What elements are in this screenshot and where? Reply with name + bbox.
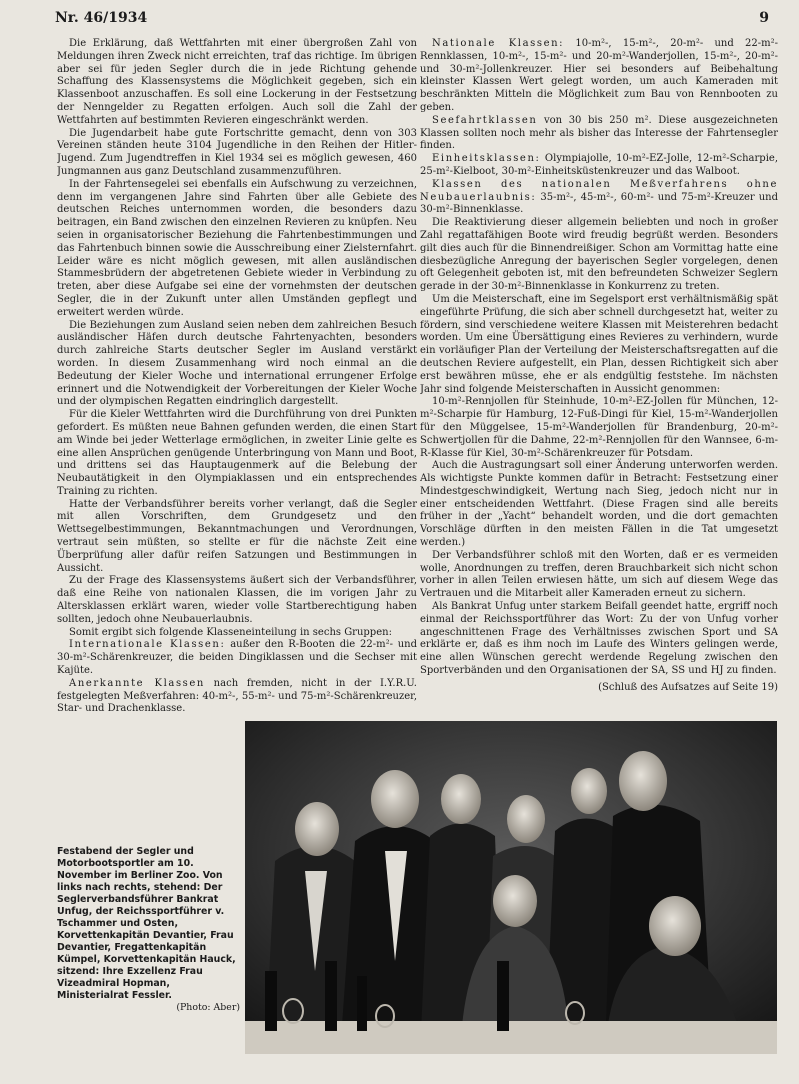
class-group bbox=[420, 153, 778, 179]
class-group bbox=[420, 38, 778, 115]
paragraph: Zu der Frage des Klassensystems äußert sich der Verbandsführer, daß eine Reihe von nationalen Klassen, die im vorigen Jahr zu Altersklassen erklärt waren, wieder volle Startberechtigung haben sollten, jedoch ohne Neubauerlaubnis. bbox=[57, 575, 417, 625]
class-group-label: Klassen des nationalen Meßverfahrens ohne Neubauerlaubnis: bbox=[420, 178, 778, 203]
photo-illustration bbox=[245, 721, 777, 1054]
right-column bbox=[420, 38, 778, 718]
paragraph: Als Bankrat Unfug unter starkem Beifall geendet hatte, ergriff noch einmal der Reichssportführer das Wort: Zu der von Unfug vorher angeschnittenen Frage des Verhältnisses zwischen Sport und SA erklärte er, daß es ihm noch im Laufe des Winters gelingen werde, eine allen Wünschen gerecht werdende Regelung zwischen den Sportverbänden und den Organisationen der SA, SS und HJ zu finden. bbox=[420, 601, 778, 677]
paragraph: In der Fahrtensegelei sei ebenfalls ein Aufschwung zu verzeichnen, denn im vergangenen Jahre sind Fahrten über alle Gebiete des deutschen Reiches unternommen worden, die besonders dazu beitragen, ein Band zwischen den einzelnen Revieren zu knüpfen. Neu seien in organisatorischer Beziehung die Fahrtenbestimmungen und das Fahrtenbuch binnen sowie die Ausschreibung einer Zielsternfahrt. Leider wäre es nicht möglich gewesen, mit allen ausländischen Stammesbrüdern der abgetretenen Gebiete wieder in Verbindung zu treten, aber diese Aufgabe sei eine der vornehmsten der deutschen Segler, die in der Zukunft unter allen Umständen gepflegt und erweitert werden würde. bbox=[57, 178, 417, 318]
paragraph: Für die Kieler Wettfahrten wird die Durchführung von drei Punkten gefordert. Es müßten neue Bahnen gefunden werden, die einen Start am Winde bei jeder Wetterlage ermöglichen, in zweiter Linie gelte es eine allen Ansprüchen genügende Unterbringung von Mann und Boot, und drittens sei das Hauptaugenmerk auf die Belebung der Neubautätigkeit in den Olympiaklassen und ein entsprechendes Training zu richten. bbox=[57, 409, 417, 497]
photo-caption bbox=[57, 846, 240, 1036]
paragraph: Auch die Austragungsart soll einer Änderung unterworfen werden. Als wichtigste Punkte kommen dafür in Betracht: Festsetzung einer Mindestgeschwindigkeit, Wertung nach Sieg, jedoch nicht nur in einer entscheidenden Wettfahrt. (Diese Fragen sind alle bereits früher in der „Yacht“ behandelt worden, und die dort gemachten Vorschläge dürften in den meisten Fällen in die Tat umgesetzt werden.) bbox=[420, 460, 778, 549]
class-group bbox=[420, 115, 778, 153]
paragraph: Um die Meisterschaft, eine im Segelsport erst verhältnismäßig spät eingeführte Prüfung, die sich aber schnell durchgesetzt hat, weiter zu fördern, sind verschiedene weitere Klassen mit Meisterehren bedacht worden. Um eine Übersättigung eines Revieres zu verhindern, wurde ein vorläufiger Plan der Verteilung der Meisterschaftsregatten auf die deutschen Reviere aufgestellt, ein Plan, dessen Richtigkeit sich aber erst bewähren müsse, ehe er als endgültig feststehe. Im nächsten Jahr sind folgende Meisterschaften in Aussicht genommen: bbox=[420, 293, 778, 395]
class-group-text: 35-m²-, 45-m²-, 60-m²- und 75-m²-Kreuzer und 30-m²-Binnenklasse. bbox=[420, 191, 778, 216]
paragraph: Der Verbandsführer schloß mit den Worten, daß er es vermeiden wolle, Anordnungen zu treffen, deren Brauchbarkeit sich nicht schon vorher in allen Teilen erwiesen hätte, um sich auf diesem Wege das Vertrauen und die Mitarbeit aller Kameraden erneut zu sichern. bbox=[420, 549, 778, 600]
paragraph: Die Beziehungen zum Ausland seien neben dem zahlreichen Besuch ausländischer Häfen durch deutsche Fahrtenyachten, besonders durch zahlreiche Starts deutscher Segler im Ausland verstärkt worden. In diesem Zusammenhang wird noch einmal an die Bedeutung der Kieler Woche und international errungener Erfolge erinnert und die Notwendigkeit der Vorbereitungen der Kieler Woche und der olympischen Regatten eindringlich dargestellt. bbox=[57, 319, 417, 408]
class-group bbox=[420, 179, 778, 217]
page-header bbox=[55, 8, 769, 30]
class-group bbox=[57, 639, 417, 677]
caption-text: Festabend der Segler und Motorbootsportler am 10. November im Berliner Zoo. Von links nach rechts, stehend: Der Seglerverbandsführer Bankrat Unfug, der Reichssportführer v. Tschammer und Osten, Korvettenkapitän Devantier, Frau Devantier, Fregattenkapitän Kümpel, Korvettenkapitän Hauck, sitzend: Ihre Exzellenz Frau Vizeadmiral Hopman, Ministerialrat Fessler. bbox=[57, 846, 236, 1001]
class-group-label: Internationale Klassen: bbox=[69, 639, 226, 651]
paragraph: Die Jugendarbeit habe gute Fortschritte gemacht, denn von 303 Vereinen ständen heute 3104 Jugendliche in den Reihen der Hitler-Jugend. Zum Jugendtreffen in Kiel 1934 sei es möglich gewesen, 460 Jungmannen aus ganz Deutschland zusammenzuführen. bbox=[57, 127, 417, 177]
continued-note: (Schluß des Aufsatzes auf Seite 19) bbox=[598, 681, 778, 693]
photo-credit: (Photo: Aber) bbox=[176, 1002, 240, 1013]
class-group-text: 10-m²-, 15-m²-, 20-m²- und 22-m²-Rennklassen, 10-m²-, 15-m²- und 20-m²-Wanderjollen, 15-m²-, 20-m²- und 30-m²-Jollenkreuzer. Hier sei besonders auf Beibehaltung kleinster Klassen Wert gelegt worden, um auch Kameraden mit beschränkten Mitteln die Möglichkeit zum Bau von Rennbooten zu geben. bbox=[420, 38, 778, 113]
class-group-text: außer den R-Booten die 22-m²- und 30-m²-Schärenkreuzer, die beiden Dingiklassen und die Sechser mit Kajüte. bbox=[57, 639, 417, 677]
event-photograph bbox=[245, 721, 777, 1054]
class-group-text: Olympiajolle, 10-m²-EZ-Jolle, 12-m²-Scharpie, 25-m²-Kielboot, 30-m²-Einheitsküstenkreuzer und das Walboot. bbox=[420, 153, 778, 177]
class-group-label: Anerkannte Klassen bbox=[69, 677, 205, 689]
paragraph: Hatte der Verbandsführer bereits vorher verlangt, daß die Segler mit allen Vorschriften, dem Grundgesetz und den Wettsegelbestimmungen, Bekanntmachungen und Verordnungen, vertraut sein müßten, so stellte er für die nächste Zeit eine Überprüfung aller dafür reifen Satzungen und Bestimmungen in Aussicht. bbox=[57, 498, 417, 574]
class-group-text: von 30 bis 250 m². Diese ausgezeichneten Klassen sollten noch mehr als bisher das Interesse der Fahrtensegler finden. bbox=[420, 114, 778, 152]
class-group-label: Nationale Klassen: bbox=[432, 38, 565, 49]
class-group-label: Seefahrtklassen bbox=[432, 114, 538, 126]
paragraph: 10-m²-Rennjollen für Steinhude, 10-m²-EZ-Jollen für München, 12-m²-Scharpie für Hamburg, 12-Fuß-Dingi für Kiel, 15-m²-Wanderjollen für den Müggelsee, 15-m²-Wanderjollen für Brandenburg, 20-m²-Schwertjollen für die Dahme, 22-m²-Rennjollen für den Wannsee, 6-m-R-Klasse für Kiel, 30-m²-Schärenkreuzer für Potsdam. bbox=[420, 396, 778, 459]
paragraph: Die Erklärung, daß Wettfahrten mit einer übergroßen Zahl von Meldungen ihren Zweck nicht erreichten, traf das richtige. Im übrigen aber sei für jeden Segler durch die in jede Richtung gehende Schaffung des Klassensystems die Möglichkeit gegeben, sich ein Klassenboot anzuschaffen. Es soll eine Lockerung in der Festsetzung der Nenngelder zu Regatten erfolgen. Auch soll die Zahl der Wettfahrten auf bestimmten Revieren eingeschränkt werden. bbox=[57, 38, 417, 126]
class-group-label: Einheitsklassen: bbox=[432, 153, 541, 165]
class-group-text: nach fremden, nicht in der I.Y.R.U. festgelegten Meßverfahren: 40-m²-, 55-m²- und 75-m²-Schärenkreuzer, Star- und Drachenklasse. bbox=[57, 677, 417, 715]
issue-number: Nr. 46/1934 bbox=[55, 10, 148, 26]
class-group bbox=[57, 678, 417, 716]
left-column bbox=[57, 38, 417, 718]
paragraph: Somit ergibt sich folgende Klasseneinteilung in sechs Gruppen: bbox=[69, 626, 392, 638]
paragraph: Die Reaktivierung dieser allgemein beliebten und noch in großer Zahl regattafähigen Boote wird freudig begrüßt werden. Besonders gilt dies auch für die Binnendreißiger. Schon am Vormittag hatte eine diesbezügliche Anregung der bayerischen Segler vorgelegen, denen oft Gelegenheit geboten ist, mit den befreundeten Schweizer Seglern gerade in der 30-m²-Binnenklasse in Konkurrenz zu treten. bbox=[420, 217, 778, 293]
page-number: 9 bbox=[759, 10, 769, 26]
